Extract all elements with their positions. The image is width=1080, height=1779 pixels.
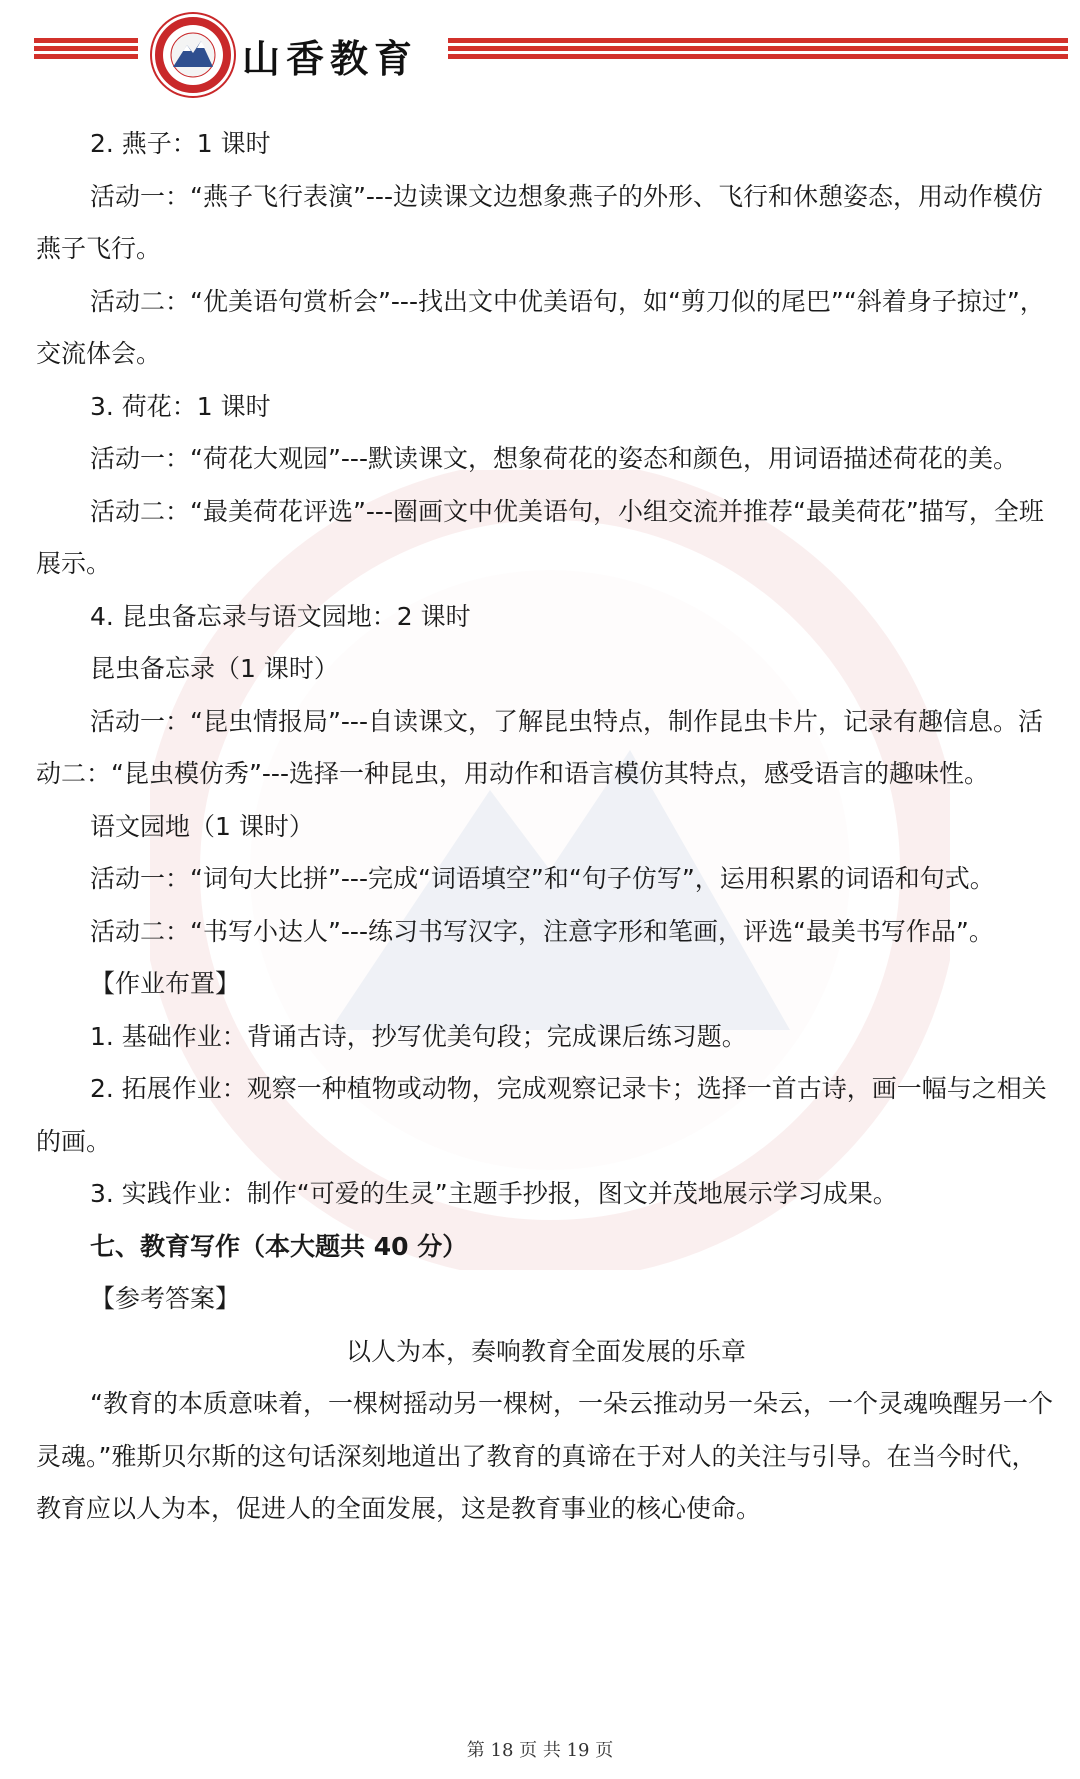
page-header [0,0,1080,100]
subheading: 昆虫备忘录（1 课时） [90,654,339,683]
page-number: 第 18 页 共 19 页 [466,1740,614,1761]
paragraph: 2. 拓展作业：观察一种植物或动物，完成观察记录卡；选择一首古诗，画一幅与之相关的画。 [36,1074,1047,1156]
header-stripes-right [448,38,1068,62]
section-label-answer: 【参考答案】 [90,1284,241,1313]
section-label-homework: 【作业布置】 [90,969,241,998]
paragraph: 1. 基础作业：背诵古诗，抄写优美句段；完成课后练习题。 [90,1021,747,1051]
paragraph: 活动一：“昆虫情报局”---自读课文，了解昆虫特点，制作昆虫卡片，记录有趣信息。活动二：“昆虫模仿秀”---选择一种昆虫，用动作和语言模仿其特点，感受语言的趣味性。 [36,706,1043,788]
header-stripes-left [34,38,138,62]
paragraph: 活动二：“最美荷花评选”---圈画文中优美语句，小组交流并推荐“最美荷花”描写，全班展示。 [36,496,1044,578]
brand-logo-icon [152,14,234,96]
paragraph: 活动二：“书写小达人”---练习书写汉字，注意字形和笔画，评选“最美书写作品”。 [90,916,994,946]
lesson-heading-lotus: 3. 荷花：1 课时 [90,391,271,421]
section-heading-writing: 七、教育写作（本大题共 40 分） [90,1231,468,1261]
subheading: 语文园地（1 课时） [90,811,314,841]
paragraph: 活动一：“词句大比拼”---完成“词语填空”和“句子仿写”，运用积累的词语和句式。 [90,864,995,893]
paragraph: “教育的本质意味着，一棵树摇动另一棵树，一朵云推动另一朵云，一个灵魂唤醒另一个灵魂。”雅斯贝尔斯的这句话深刻地道出了教育的真谛在于对人的关注与引导。在当今时代，教育应以人为本，促进人的全面发展，这是教育事业的核心使命。 [36,1389,1053,1523]
essay-title: 以人为本，奏响教育全面发展的乐章 [345,1336,746,1366]
paragraph: 活动一：“燕子飞行表演”---边读课文边想象燕子的外形、飞行和休憩姿态，用动作模仿燕子飞行。 [36,181,1043,263]
paragraph: 活动一：“荷花大观园”---默读课文，想象荷花的姿态和颜色，用词语描述荷花的美。 [90,444,1018,473]
paragraph: 3. 实践作业：制作“可爱的生灵”主题手抄报，图文并茂地展示学习成果。 [90,1179,898,1208]
lesson-heading-swallow: 2. 燕子：1 课时 [90,129,271,158]
brand-name: 山香教育 [242,37,419,81]
paragraph: 活动二：“优美语句赏析会”---找出文中优美语句，如“剪刀似的尾巴”“斜着身子掠过”，交流体会。 [36,286,1045,368]
document-body [36,118,1056,1536]
lesson-heading-insects: 4. 昆虫备忘录与语文园地：2 课时 [90,601,471,631]
